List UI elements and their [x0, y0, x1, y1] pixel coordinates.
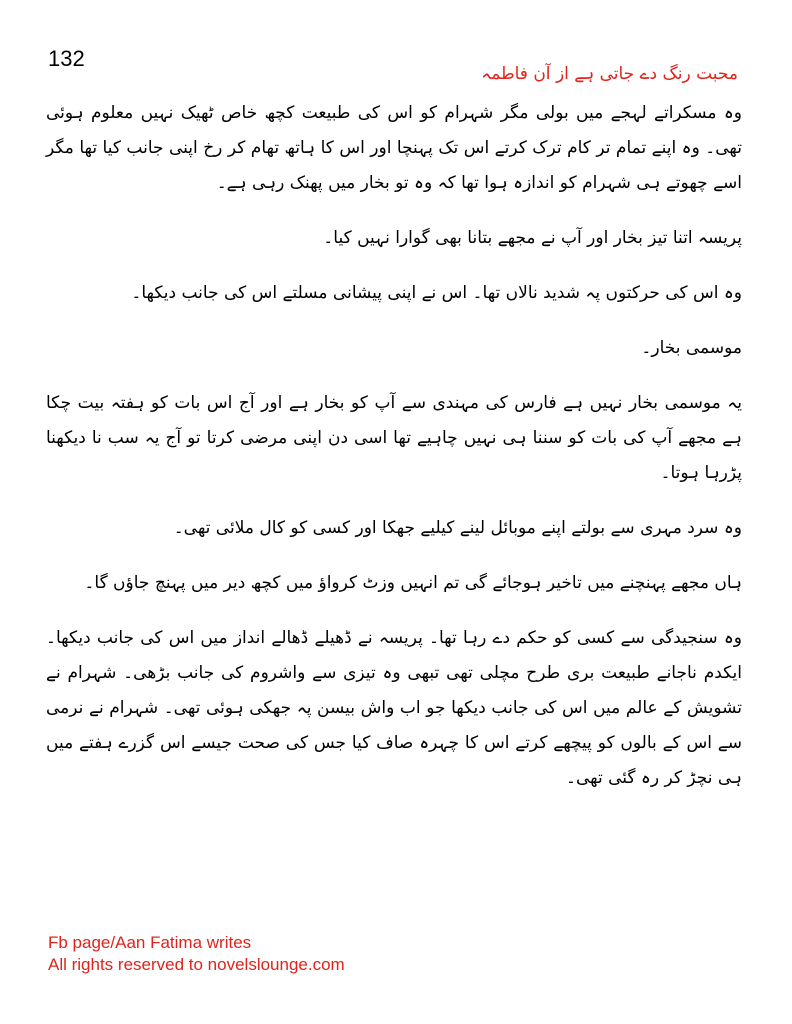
footer-fb-page: Fb page/Aan Fatima writes	[48, 933, 252, 952]
paragraph-2: پریسہ اتنا تیز بخار اور آپ نے مجھے بتانا بھی گوارا نہیں کیا۔	[323, 228, 742, 248]
paragraph-8: وہ سنجیدگی سے کسی کو حکم دے رہا تھا۔ پریسہ نے ڈھیلے ڈھالے انداز میں اس کی جانب دیکھا۔ ایکدم ناجانے طبیعت بری طرح مچلی تھی تبھی وہ تیزی سے واشروم کی جانب بڑھی۔ شہرام نے تشویش کے عالم میں اس کی جانب دیکھا جو اب واش بیسن پہ جھکی ہوئی تھی۔ شہرام نے نرمی سے اس کے بالوں کو پیچھے کرتے اس کا چہرہ صاف کیا جس کی صحت جیسے اس گزرے ہفتے میں ہی نچڑ کر رہ گئی تھی۔	[46, 628, 742, 788]
paragraph-1: وہ مسکراتے لہجے میں بولی مگر شہرام کو اس کی طبیعت کچھ خاص ٹھیک نہیں معلوم ہوئی تھی۔ وہ اپنے تمام تر کام ترک کرتے اس تک پہنچا اور اس کا ہاتھ تھام کر رخ اپنی جانب کیا تھا مگر اسے چھوتے ہی شہرام کو اندازہ ہوا تھا کہ وہ تو بخار میں پھنک رہی ہے۔	[46, 103, 742, 193]
paragraph-6: وہ سرد مہری سے بولتے اپنے موبائل لینے کیلیے جھکا اور کسی کو کال ملائی تھی۔	[173, 518, 742, 538]
footer-rights: All rights reserved to novelslounge.com	[48, 955, 345, 974]
paragraph-4: موسمی بخار۔	[641, 338, 742, 358]
paragraph-5: یہ موسمی بخار نہیں ہے فارس کی مہندی سے آپ کو بخار ہے اور آج اس بات کو ہفتہ بیت چکا ہے مجھے آپ کی بات کو سننا ہی نہیں چاہیے تھا اسی دن اپنی مرضی کرتا تو آج یہ سب نا دیکھنا پڑرہا ہوتا۔	[46, 393, 742, 483]
paragraph-7: ہاں مجھے پہنچنے میں تاخیر ہوجائے گی تم انہیں وزٹ کرواؤ میں کچھ دیر میں پہنچ جاؤں گا۔	[84, 573, 742, 593]
paragraph-3: وہ اس کی حرکتوں پہ شدید نالاں تھا۔ اس نے اپنی پیشانی مسلتے اس کی جانب دیکھا۔	[131, 283, 742, 303]
story-body	[46, 96, 742, 816]
header-title: محبت رنگ دے جاتی ہے از آن فاطمہ	[481, 64, 738, 84]
footer-credits	[48, 932, 345, 976]
page-number: 132	[48, 46, 85, 71]
